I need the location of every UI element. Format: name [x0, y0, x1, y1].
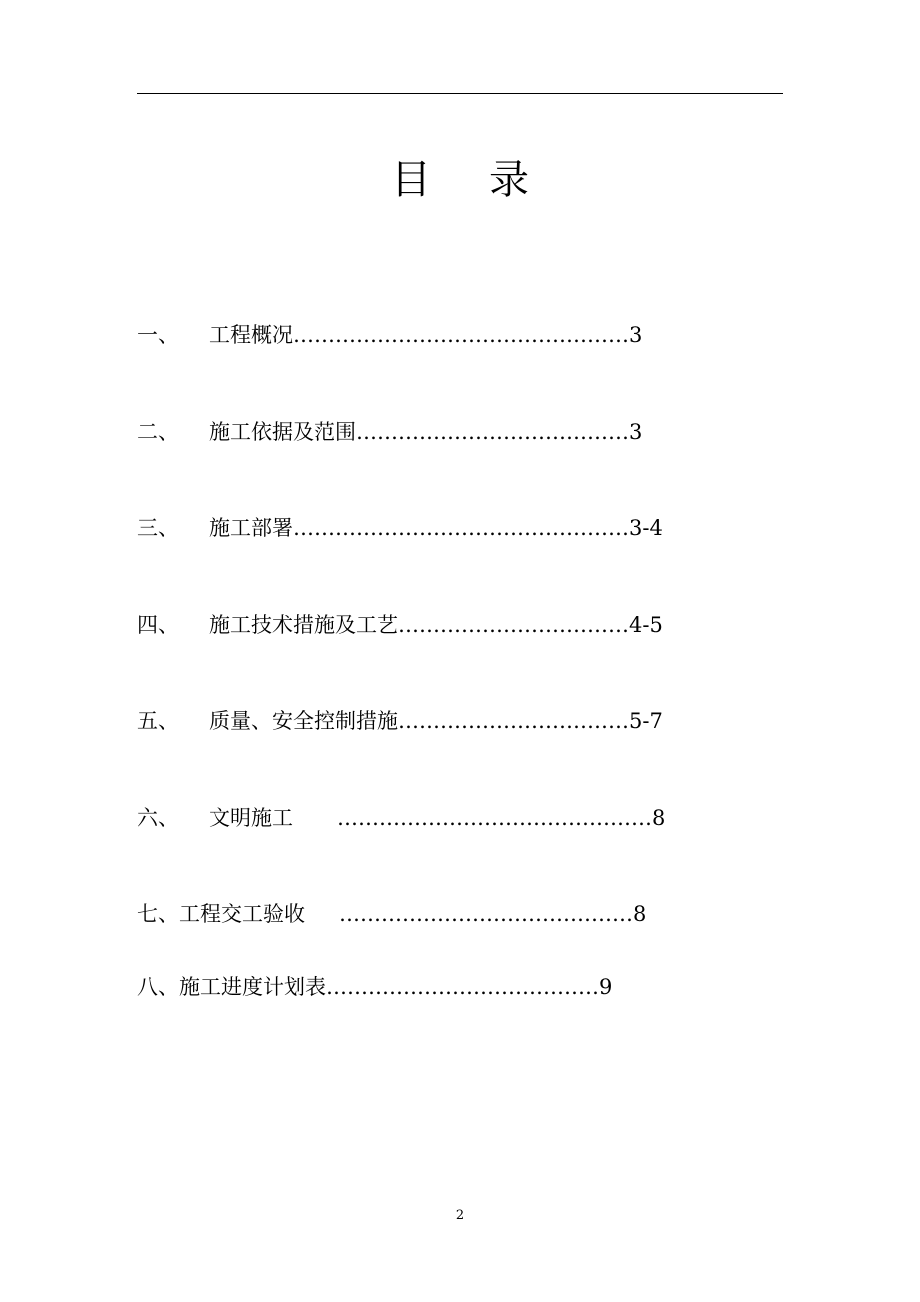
toc-entry-title: 文明施工 [209, 806, 293, 830]
toc-title [0, 150, 920, 210]
toc-entry-title: 质量、安全控制措施 [209, 709, 398, 733]
toc-entry-7[interactable] [137, 897, 646, 931]
toc-entry-page: 3 [629, 420, 643, 444]
toc-entry-page: 3-4 [629, 516, 663, 540]
toc-entry-number: 一、 [137, 323, 179, 347]
toc-title-char-2: 录 [489, 157, 529, 203]
toc-entry-page: 4-5 [629, 613, 663, 637]
toc-entry-leader-dots: ………………………………………… [293, 323, 629, 347]
toc-entry-8[interactable] [137, 970, 612, 1004]
toc-entry-leader-dots: …………………………… [398, 709, 629, 733]
toc-entry-number: 二、 [137, 420, 179, 444]
toc-entry-3[interactable] [137, 511, 663, 545]
toc-entry-leader-dots: …………………………… [398, 613, 629, 637]
toc-entry-number: 七、 [137, 902, 179, 926]
toc-entry-page: 8 [633, 902, 647, 926]
toc-entry-1[interactable] [137, 318, 642, 352]
toc-entry-title: 施工依据及范围 [209, 420, 356, 444]
toc-entry-2[interactable] [137, 415, 642, 449]
page-number: 2 [455, 1208, 465, 1223]
toc-entry-number: 三、 [137, 516, 179, 540]
toc-entry-page: 8 [652, 806, 666, 830]
toc-title-char-1: 目 [391, 157, 431, 203]
toc-entry-number: 八、 [137, 975, 179, 999]
toc-entry-leader-dots: ……………………………………… [337, 806, 652, 830]
toc-entry-title: 施工进度计划表 [179, 975, 326, 999]
toc-entry-title: 施工部署 [209, 516, 293, 540]
toc-entry-leader-dots: ………………………………………… [293, 516, 629, 540]
toc-entry-page: 5-7 [629, 709, 663, 733]
toc-entry-page: 9 [599, 975, 613, 999]
toc-entry-title: 工程交工验收 [179, 902, 305, 926]
toc-entry-6[interactable] [137, 801, 665, 835]
toc-entry-leader-dots: ………………………………… [356, 420, 629, 444]
toc-entry-5[interactable] [137, 704, 663, 738]
toc-entry-title: 工程概况 [209, 323, 293, 347]
toc-entry-leader-dots: …………………………………… [339, 902, 633, 926]
toc-entry-title: 施工技术措施及工艺 [209, 613, 398, 637]
toc-entry-page: 3 [629, 323, 643, 347]
toc-entry-number: 四、 [137, 613, 179, 637]
toc-entry-leader-dots: ………………………………… [326, 975, 599, 999]
toc-entry-4[interactable] [137, 608, 663, 642]
header-rule [137, 93, 783, 94]
toc-entry-number: 六、 [137, 806, 179, 830]
toc-entry-number: 五、 [137, 709, 179, 733]
